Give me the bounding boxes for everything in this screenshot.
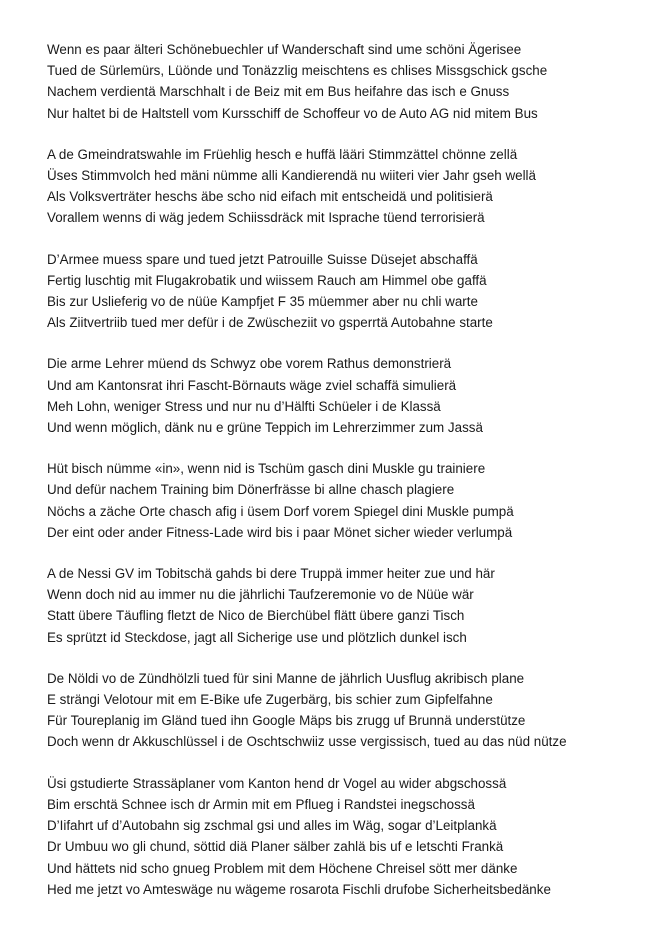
verse-line: De Nöldi vo de Zündhölzli tued für sini Manne de jährlich Uusflug akribisch plane [47, 670, 525, 686]
stanza-7 [47, 668, 642, 753]
stanza-5 [47, 458, 642, 543]
verse-line: Doch wenn dr Akkuschlüssel i de Oschtschwiiz usse vergissisch, tued au das nüd nütze [47, 734, 567, 750]
verse-line: Wenn es paar älteri Schönebuechler uf Wanderschaft sind ume schöni Ägerisee [47, 42, 522, 57]
verse-line: Statt übere Täufling fletzt de Nico de Bierchübel flätt übere ganzi Tisch [47, 608, 465, 624]
verse-line: D’Armee muess spare und tued jetzt Patrouille Suisse Düsejet abschaffä [47, 251, 478, 267]
verse-line: Als Ziitvertriib tued mer defür i de Zwüscheziit vo gsperrtä Autobahne starte [47, 315, 493, 331]
stanza-8 [47, 773, 642, 900]
verse-line: Dr Umbuu wo gli chund, söttid diä Planer sälber zahlä bis uf e letschti Frankä [47, 839, 504, 855]
verse-line: Und am Kantonsrat ihri Fascht-Börnauts wäge zviel schaffä simulierä [47, 377, 457, 393]
verse-line: Es sprützt id Steckdose, jagt all Sicherige use und plötzlich dunkel isch [47, 629, 467, 645]
verse-line: Hüt bisch nümme «in», wenn nid is Tschüm gasch dini Muskle gu trainiere [47, 461, 486, 477]
verse-line: E strängi Velotour mit em E-Bike ufe Zugerbärg, bis schier zum Gipfelfahne [47, 692, 493, 708]
verse-line: Fertig luschtig mit Flugakrobatik und wiissem Rauch am Himmel obe gaffä [47, 272, 487, 288]
verse-line: Und defür nachem Training bim Dönerfrässe bi allne chasch plagiere [47, 482, 455, 498]
verse-line: Die arme Lehrer müend ds Schwyz obe vorem Rathus demonstrierä [47, 356, 452, 372]
verse-line: A de Nessi GV im Tobitschä gahds bi dere Truppä immer heiter zue und här [47, 566, 495, 582]
stanza-1 [47, 39, 642, 124]
verse-line: Nöchs a zäche Orte chasch afig i üsem Dorf vorem Spiegel dini Muskle pumpä [47, 503, 514, 519]
verse-line: Üses Stimmvolch hed mäni nümme alli Kandierendä nu wiiteri vier Jahr gseh wellä [47, 168, 536, 184]
verse-line: Bis zur Uslieferig vo de nüüe Kampfjet F 35 müemmer aber nu chli warte [47, 294, 478, 310]
verse-line: Und wenn möglich, dänk nu e grüne Teppich im Lehrerzimmer zum Jassä [47, 420, 483, 436]
verse-line: Nachem verdientä Marschhalt i de Beiz mit em Bus heifahre das isch e Gnuss [47, 84, 510, 100]
verse-line: Für Toureplanig im Gländ tued ihn Google Mäps bis zrugg uf Brunnä understütze [47, 713, 526, 729]
verse-line: Bim erschtä Schnee isch dr Armin mit em Pflueg i Randstei inegschossä [47, 796, 475, 812]
stanza-3 [47, 249, 642, 334]
verse-line: Und hättets nid scho gnueg Problem mit dem Höchene Chreisel sött mer dänke [47, 860, 518, 876]
verse-line: Meh Lohn, weniger Stress und nur nu d’Hälfti Schüeler i de Klassä [47, 398, 441, 414]
verse-line: Nur haltet bi de Haltstell vom Kursschiff de Schoffeur vo de Auto AG nid mitem Bus [47, 105, 538, 121]
stanza-4 [47, 353, 642, 438]
verse-line: A de Gmeindratswahle im Früehlig hesch e huffä lääri Stimmzättel chönne zellä [47, 146, 518, 162]
verse-line: Üsi gstudierte Strassäplaner vom Kanton hend dr Vogel au wider abgschossä [47, 775, 507, 791]
verse-line: Vorallem wenns di wäg jedem Schiissdräck mit Isprache tüend terrorisierä [47, 210, 485, 226]
stanza-2 [47, 144, 642, 229]
verse-line: Tued de Sürlemürs, Lüönde und Tonäzzlig meischtens es chlises Missgschick gsche [47, 63, 548, 79]
poem-body [47, 39, 642, 920]
verse-line: Wenn doch nid au immer nu die jährlichi Taufzeremonie vo de Nüüe wär [47, 587, 474, 603]
verse-line: Hed me jetzt vo Amteswäge nu wägeme rosarota Fischli drufobe Sicherheitsbedänke [47, 881, 551, 897]
verse-line: Als Volksverträter heschs äbe scho nid eifach mit entscheidä und politisierä [47, 189, 493, 205]
verse-line: D’Iifahrt uf d’Autobahn sig zschmal gsi und alles im Wäg, sogar d’Leitplankä [47, 818, 497, 834]
stanza-6 [47, 563, 642, 648]
verse-line: Der eint oder ander Fitness-Lade wird bis i paar Mönet sicher wieder verlumpä [47, 524, 513, 540]
